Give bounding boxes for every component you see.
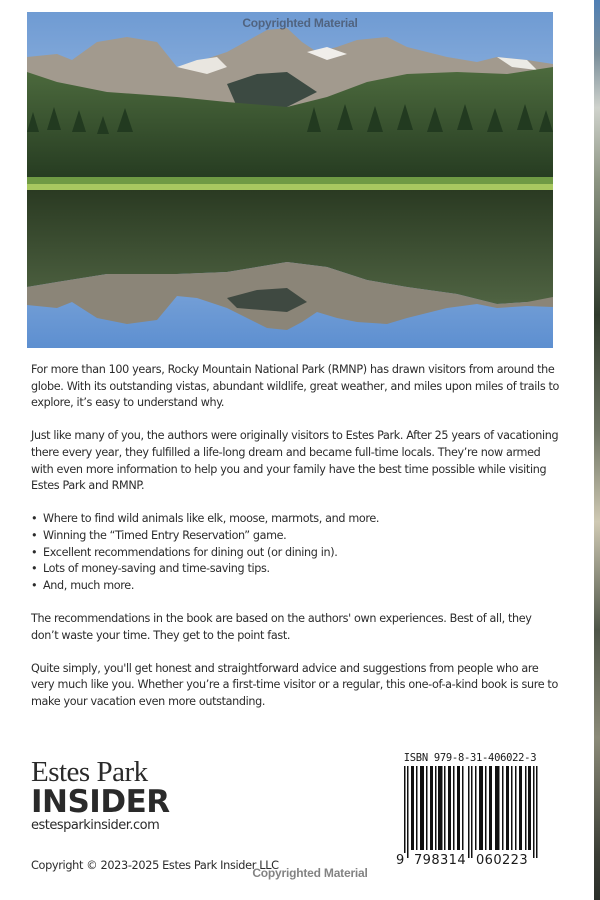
logo-line-1: Estes Park	[31, 756, 148, 788]
closing-paragraph: The recommendations in the book are based on the authors' own experiences. Best of all, they don’t waste your time. They get to the point fast.	[31, 611, 532, 642]
copyright-notice: Copyright © 2023-2025 Estes Park Insider LLC	[31, 859, 279, 872]
watermark-top: Copyrighted Material	[242, 16, 358, 30]
logo-line-2: INSIDER	[31, 784, 170, 820]
bullet-icon: •	[31, 578, 38, 592]
feature-item: • Lots of money-saving and time-saving tips.	[31, 561, 561, 578]
feature-list	[31, 511, 561, 594]
front-cover-edge	[594, 0, 600, 900]
publisher-logo	[31, 757, 201, 835]
bullet-icon: •	[31, 545, 38, 559]
watermark-bottom: Copyrighted Material	[252, 866, 368, 880]
barcode-lead-digit: 9	[396, 853, 405, 868]
cover-photo	[27, 12, 553, 348]
isbn-barcode	[395, 752, 545, 872]
bullet-icon: •	[31, 562, 38, 576]
feature-item: • Where to find wild animals like elk, moose, marmots, and more.	[31, 511, 561, 528]
isbn-label: ISBN 979-8-31-406022-3	[403, 752, 537, 764]
book-description	[31, 362, 561, 727]
logo-website: estesparkinsider.com	[31, 818, 160, 833]
closing-paragraph: Quite simply, you'll get honest and straightforward advice and suggestions from people who are very much like you. Whether you’re a first-time visitor or a regular, this one-of-a-kind book is sure to make your vacation even more outstanding.	[31, 661, 558, 708]
bullet-icon: •	[31, 528, 38, 542]
feature-item: • And, much more.	[31, 578, 561, 595]
bullet-icon: •	[31, 512, 38, 526]
description-paragraph: For more than 100 years, Rocky Mountain National Park (RMNP) has drawn visitors from around the globe. With its outstanding vistas, abundant wildlife, great weather, and miles upon miles of trails to explore, it’s easy to understand why.	[31, 363, 560, 410]
barcode-group-1: 798314	[414, 853, 467, 868]
description-paragraph: Just like many of you, the authors were originally visitors to Estes Park. After 25 years of vacationing there every year, they fulfilled a life-long dream and became full-time locals. They’re now armed with even more information to help you and your family have the best time possible while visiting Estes Park and RMNP.	[31, 429, 559, 493]
feature-item: • Excellent recommendations for dining out (or dining in).	[31, 545, 561, 562]
mountain-lake-image	[27, 12, 553, 348]
barcode-icon	[404, 766, 538, 858]
barcode-group-2: 060223	[476, 853, 529, 868]
feature-item: • Winning the “Timed Entry Reservation” game.	[31, 528, 561, 545]
